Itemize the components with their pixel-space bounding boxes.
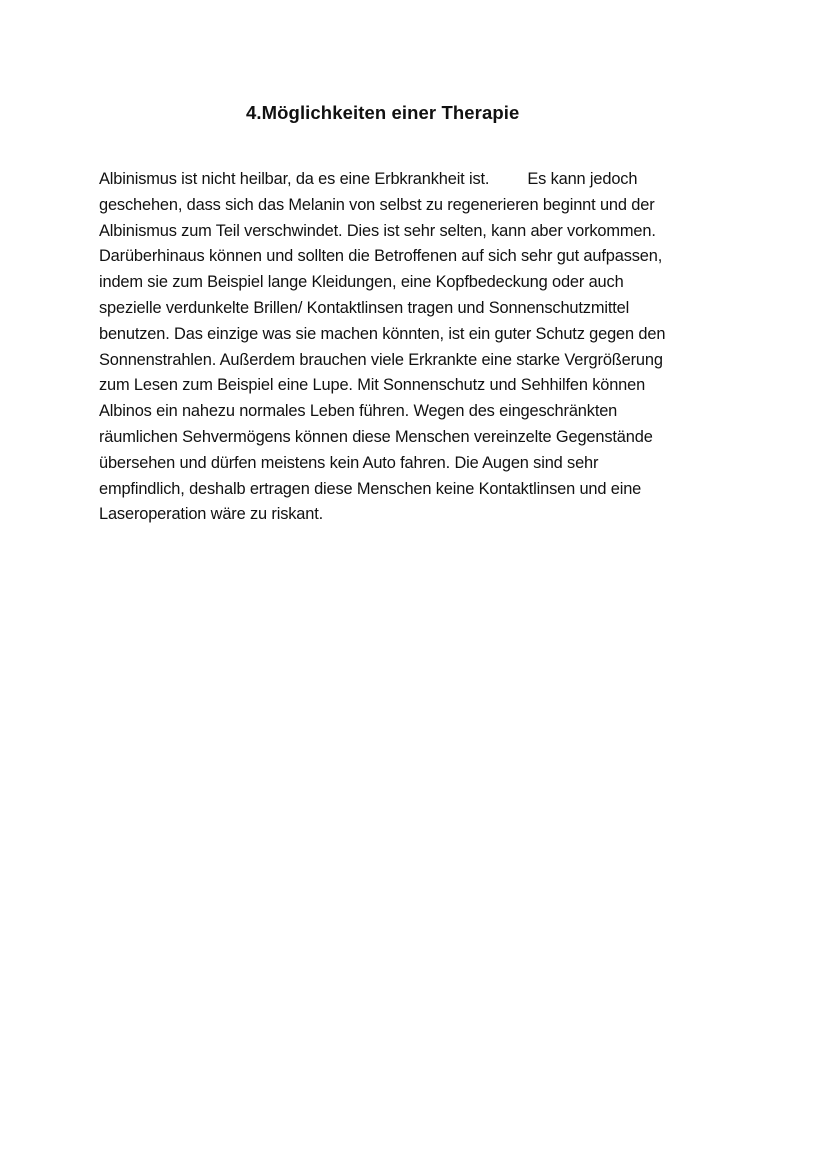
- section-heading: 4.Möglichkeiten einer Therapie: [246, 102, 520, 123]
- therapy-paragraph: [99, 167, 759, 528]
- paragraph-line: spezielle verdunkelte Brillen/ Kontaktlinsen tragen und Sonnenschutzmittel: [99, 298, 630, 317]
- paragraph-line: indem sie zum Beispiel lange Kleidungen, eine Kopfbedeckung oder auch: [99, 273, 624, 292]
- paragraph-line: Laseroperation wäre zu riskant.: [99, 505, 324, 524]
- paragraph-line: empfindlich, deshalb ertragen diese Menschen keine Kontaktlinsen und eine: [99, 479, 642, 498]
- paragraph-line: Darüberhinaus können und sollten die Betroffenen auf sich sehr gut aufpassen,: [99, 247, 663, 266]
- paragraph-line: räumlichen Sehvermögens können diese Menschen vereinzelte Gegenstände: [99, 427, 653, 446]
- paragraph-line: geschehen, dass sich das Melanin von selbst zu regenerieren beginnt und der: [99, 195, 655, 214]
- paragraph-line: [99, 167, 759, 193]
- paragraph-first-sentence: Albinismus ist nicht heilbar, da es eine Erbkrankheit ist.: [99, 170, 490, 188]
- paragraph-line: übersehen und dürfen meistens kein Auto fahren. Die Augen sind sehr: [99, 453, 599, 472]
- paragraph-line: Albinismus zum Teil verschwindet. Dies ist sehr selten, kann aber vorkommen.: [99, 221, 656, 240]
- paragraph-line: zum Lesen zum Beispiel eine Lupe. Mit Sonnenschutz und Sehhilfen können: [99, 376, 646, 395]
- paragraph-line: benutzen. Das einzige was sie machen könnten, ist ein guter Schutz gegen den: [99, 324, 666, 343]
- paragraph-line: Albinos ein nahezu normales Leben führen. Wegen des eingeschränkten: [99, 402, 618, 421]
- paragraph-line-text: Es kann jedoch: [527, 170, 638, 188]
- paragraph-line: Sonnenstrahlen. Außerdem brauchen viele Erkrankte eine starke Vergrößerung: [99, 350, 663, 369]
